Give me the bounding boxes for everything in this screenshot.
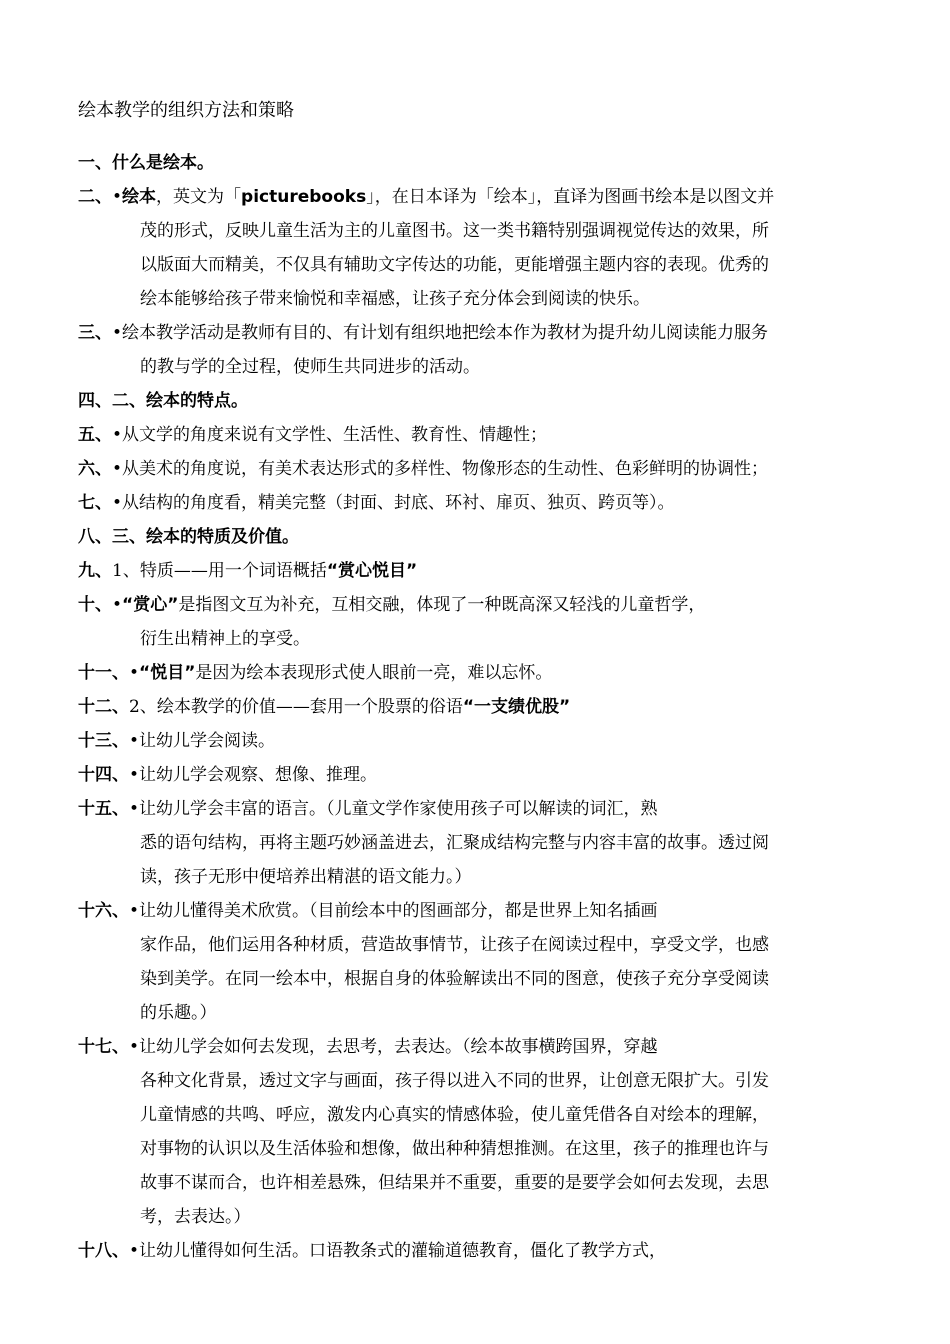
item-first-line: [129, 894, 868, 928]
text-run: •让幼儿懂得如何生活。口语教条式的灌输道德教育，僵化了教学方式，: [129, 1241, 667, 1261]
list-item: [78, 554, 868, 588]
text-run: •: [112, 187, 123, 207]
list-item: [78, 180, 868, 316]
item-first-line: [112, 452, 868, 486]
item-body: [129, 724, 868, 758]
text-run: •让幼儿学会丰富的语言。（儿童文学作家使用孩子可以解读的词汇，熟: [129, 799, 658, 819]
item-marker: 三、: [78, 323, 112, 343]
item-body: [129, 1234, 868, 1268]
list-item: [78, 724, 868, 758]
item-marker: 十七、: [78, 1037, 129, 1057]
bold-text: “赏心”: [122, 595, 179, 615]
list-item: [78, 792, 868, 894]
item-body: [112, 146, 868, 180]
item-marker: 九、: [78, 561, 112, 581]
item-continuation-line: 故事不谋而合，也许相差悬殊，但结果并不重要，重要的是要学会如何去发现，去思: [140, 1173, 769, 1193]
text-run: •让幼儿学会阅读。: [129, 731, 276, 751]
item-first-line: [112, 588, 868, 622]
list-item: [78, 1030, 868, 1234]
text-run: 1、特质——用一个词语概括: [112, 561, 327, 581]
item-first-line: [129, 656, 868, 690]
bold-text: “一支绩优股”: [462, 697, 571, 717]
bold-text: 什么是绘本。: [112, 153, 214, 173]
text-run: •: [129, 663, 140, 683]
item-marker: 十五、: [78, 799, 129, 819]
item-marker: 十、: [78, 595, 112, 615]
item-list: [78, 146, 868, 1268]
list-item: [78, 418, 868, 452]
item-marker: 十六、: [78, 901, 129, 921]
item-body: [112, 554, 868, 588]
item-first-line: [112, 520, 868, 554]
list-item: [78, 146, 868, 180]
item-marker: 十四、: [78, 765, 129, 785]
item-body: [112, 486, 868, 520]
text-run: •从文学的角度来说有文学性、生活性、教育性、情趣性；: [112, 425, 548, 445]
item-body: [129, 758, 868, 792]
item-body: [112, 418, 868, 452]
item-continuation-line: 的教与学的全过程，使师生共同进步的活动。: [140, 357, 480, 377]
item-continuation-line: 的乐趣。）: [140, 1003, 217, 1023]
text-run: •从结构的角度看，精美完整（封面、封底、环衬、扉页、独页、跨页等）。: [112, 493, 675, 513]
item-body: [112, 452, 868, 486]
bold-text: 二、绘本的特点。: [112, 391, 248, 411]
item-body: [129, 894, 868, 1030]
item-continuation-line: 染到美学。在同一绘本中，根据自身的体验解读出不同的图意，使孩子充分享受阅读: [140, 969, 769, 989]
item-body: [112, 520, 868, 554]
list-item: [78, 452, 868, 486]
item-first-line: [129, 1030, 868, 1064]
bold-text: “赏心悦目”: [326, 561, 418, 581]
item-first-line: [129, 792, 868, 826]
item-continuation-line: 绘本能够给孩子带来愉悦和幸福感，让孩子充分体会到阅读的快乐。: [140, 289, 650, 309]
list-item: [78, 690, 868, 724]
item-continuation-line: 以版面大而精美，不仅具有辅助文字传达的功能，更能增强主题内容的表现。优秀的: [140, 255, 769, 275]
item-body: [112, 384, 868, 418]
bold-text: “悦目”: [139, 663, 196, 683]
document-title: 绘本教学的组织方法和策略: [78, 100, 294, 121]
item-marker: 十八、: [78, 1241, 129, 1261]
list-item: [78, 520, 868, 554]
list-item: [78, 1234, 868, 1268]
item-marker: 四、: [78, 391, 112, 411]
item-marker: 五、: [78, 425, 112, 445]
item-body: [112, 180, 868, 316]
list-item: [78, 758, 868, 792]
item-first-line: [129, 1234, 868, 1268]
item-continuation-line: 各种文化背景，透过文字与画面，孩子得以进入不同的世界，让创意无限扩大。引发: [140, 1071, 769, 1091]
item-marker: 十三、: [78, 731, 129, 751]
item-marker: 六、: [78, 459, 112, 479]
text-run: 是因为绘本表现形式使人眼前一亮，难以忘怀。: [195, 663, 553, 683]
item-marker: 十二、: [78, 697, 129, 717]
item-continuation-line: 衍生出精神上的享受。: [140, 629, 310, 649]
text-run: ，英文为「: [156, 187, 242, 207]
text-run: •让幼儿学会观察、想像、推理。: [129, 765, 378, 785]
text-run: 是指图文互为补充，互相交融，体现了一种既高深又轻浅的儿童哲学，: [178, 595, 706, 615]
item-continuation-line: 悉的语句结构，再将主题巧妙涵盖进去，汇聚成结构完整与内容丰富的故事。透过阅: [140, 833, 769, 853]
item-marker: 二、: [78, 187, 112, 207]
item-first-line: [112, 554, 868, 588]
item-marker: 一、: [78, 153, 112, 173]
item-first-line: [112, 180, 868, 214]
text-run: 」，在日本译为「绘本」，直译为图画书绘本是以图文并: [366, 187, 775, 207]
item-continuation-line: 儿童情感的共鸣、呼应，激发内心真实的情感体验，使儿童凭借各自对绘本的理解，: [140, 1105, 769, 1125]
item-first-line: [112, 418, 868, 452]
item-continuation-line: 对事物的认识以及生活体验和想像，做出种种猜想推测。在这里，孩子的推理也许与: [140, 1139, 769, 1159]
list-item: [78, 588, 868, 656]
list-item: [78, 486, 868, 520]
item-first-line: [129, 724, 868, 758]
item-continuation-line: 茂的形式，反映儿童生活为主的儿童图书。这一类书籍特别强调视觉传达的效果，所: [140, 221, 769, 241]
text-run: •从美术的角度说，有美术表达形式的多样性、物像形态的生动性、色彩鲜明的协调性；: [112, 459, 769, 479]
text-run: •: [112, 595, 123, 615]
item-body: [112, 588, 868, 656]
text-run: 2、绘本教学的价值——套用一个股票的俗语: [129, 697, 463, 717]
item-continuation-line: 考，去表达。）: [140, 1207, 251, 1227]
item-first-line: [112, 384, 868, 418]
item-first-line: [112, 486, 868, 520]
list-item: [78, 656, 868, 690]
bold-text: picturebooks: [241, 187, 367, 207]
item-body: [129, 690, 868, 724]
list-item: [78, 316, 868, 384]
item-body: [129, 656, 868, 690]
item-continuation-line: 读，孩子无形中便培养出精湛的语文能力。）: [140, 867, 472, 887]
item-first-line: [129, 758, 868, 792]
item-marker: 八、: [78, 527, 112, 547]
list-item: [78, 384, 868, 418]
text-run: •让幼儿学会如何去发现，去思考，去表达。（绘本故事横跨国界，穿越: [129, 1037, 658, 1057]
item-first-line: [129, 690, 868, 724]
text-run: •绘本教学活动是教师有目的、有计划有组织地把绘本作为教材为提升幼儿阅读能力服务: [112, 323, 769, 343]
list-item: [78, 894, 868, 1030]
bold-text: 三、绘本的特质及价值。: [112, 527, 299, 547]
item-marker: 十一、: [78, 663, 129, 683]
item-body: [112, 316, 868, 384]
item-continuation-line: 家作品，他们运用各种材质，营造故事情节，让孩子在阅读过程中，享受文学，也感: [140, 935, 769, 955]
item-body: [129, 792, 868, 894]
bold-text: 绘本: [122, 187, 157, 207]
item-first-line: [112, 316, 868, 350]
item-body: [129, 1030, 868, 1234]
item-first-line: [112, 146, 868, 180]
text-run: •让幼儿懂得美术欣赏。（目前绘本中的图画部分，都是世界上知名插画: [129, 901, 658, 921]
item-marker: 七、: [78, 493, 112, 513]
